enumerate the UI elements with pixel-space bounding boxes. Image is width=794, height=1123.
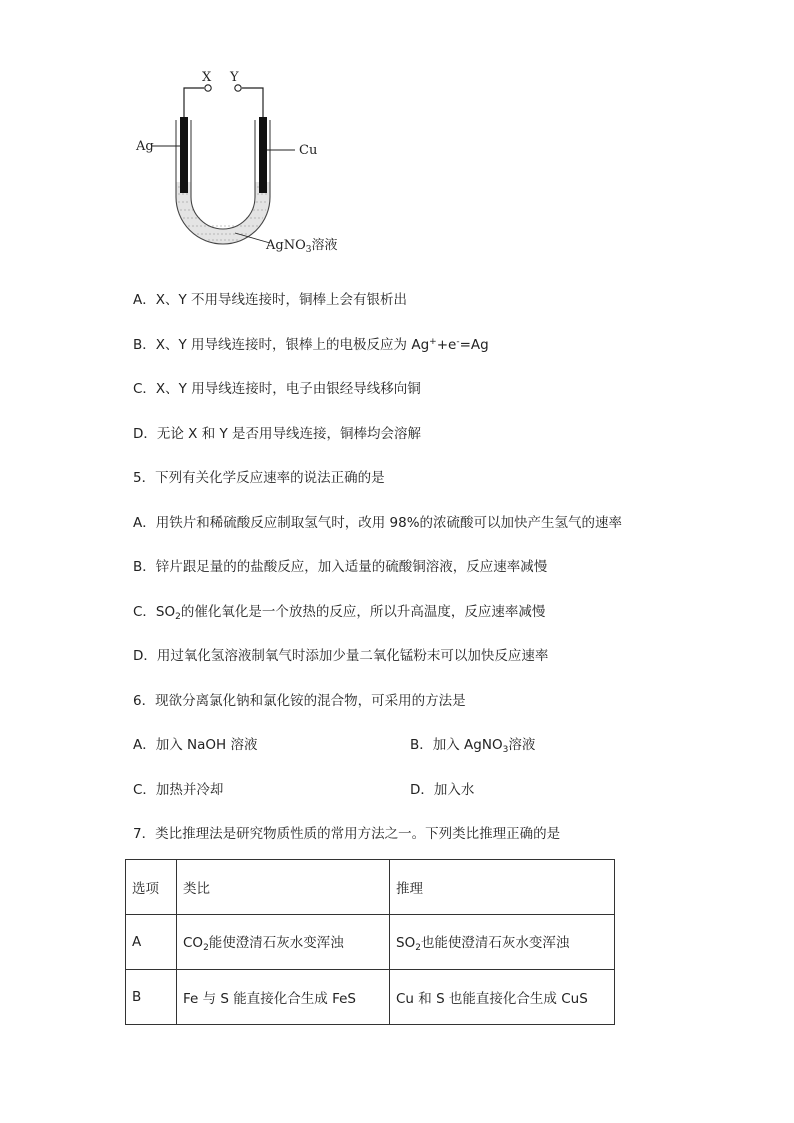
- q7-stem: 7．类比推理法是研究物质性质的常用方法之一。下列类比推理正确的是: [133, 826, 561, 842]
- wire-right: [242, 88, 263, 117]
- q5-option-b: B．锌片跟足量的的盐酸反应，加入适量的硫酸铜溶液，反应速率减慢: [133, 559, 548, 575]
- table-row: [126, 915, 615, 970]
- row-b-analogy: Fe 与 S 能直接化合生成 FeS: [177, 970, 390, 1025]
- u-tube-inner: [191, 120, 255, 229]
- q4-option-c: C．X、Y 用导线连接时，电子由银经导线移向铜: [133, 381, 421, 397]
- q7-table: [125, 859, 615, 1025]
- wire-left: [184, 88, 204, 117]
- terminal-y: [235, 85, 241, 91]
- row-a-analogy: $CO_2$能使澄清石灰水变浑浊: [177, 915, 390, 970]
- u-tube-cell-diagram: [130, 62, 350, 262]
- q6-option-d: D．加入水: [410, 782, 475, 798]
- terminal-x: [205, 85, 211, 91]
- q4-option-a: A．X、Y 不用导线连接时，铜棒上会有银析出: [133, 292, 408, 308]
- header-analogy: 类比: [177, 860, 390, 915]
- q5-option-c: C．$SO_2$的催化氧化是一个放热的反应，所以升高温度，反应速率减慢: [133, 604, 546, 622]
- row-b-inference: Cu 和 S 也能直接化合生成 CuS: [390, 970, 615, 1025]
- cu-electrode: [259, 117, 267, 193]
- q4-option-b: B．X、Y 用导线连接时，银棒上的电极反应为 Ag++e-=Ag: [133, 337, 489, 353]
- label-cu: Cu: [299, 143, 318, 158]
- table-header-row: [126, 860, 615, 915]
- table-row: [126, 970, 615, 1025]
- q6-option-c: C．加热并冷却: [133, 782, 224, 798]
- label-solution: AgNO$_3$溶液: [266, 238, 338, 255]
- row-a-option: A: [126, 915, 177, 970]
- q6-option-b: B．加入 AgNO$_3$溶液: [410, 737, 536, 755]
- q6-option-a: A．加入 NaOH 溶液: [133, 737, 258, 753]
- header-option: 选项: [126, 860, 177, 915]
- q4-option-d: D．无论 X 和 Y 是否用导线连接，铜棒均会溶解: [133, 426, 422, 442]
- header-inference: 推理: [390, 860, 615, 915]
- label-ag: Ag: [136, 139, 154, 154]
- ag-electrode: [180, 117, 188, 193]
- label-y: Y: [230, 70, 239, 85]
- row-a-inference: $SO_2$也能使澄清石灰水变浑浊: [390, 915, 615, 970]
- label-x: X: [202, 70, 212, 85]
- solution-fill: [176, 182, 270, 244]
- q5-stem: 5．下列有关化学反应速率的说法正确的是: [133, 470, 385, 486]
- q5-option-a: A．用铁片和稀硫酸反应制取氢气时，改用 98%的浓硫酸可以加快产生氢气的速率: [133, 515, 623, 531]
- row-b-option: B: [126, 970, 177, 1025]
- q6-stem: 6．现欲分离氯化钠和氯化铵的混合物，可采用的方法是: [133, 693, 466, 709]
- q5-option-d: D．用过氧化氢溶液制氧气时添加少量二氧化锰粉末可以加快反应速率: [133, 648, 549, 664]
